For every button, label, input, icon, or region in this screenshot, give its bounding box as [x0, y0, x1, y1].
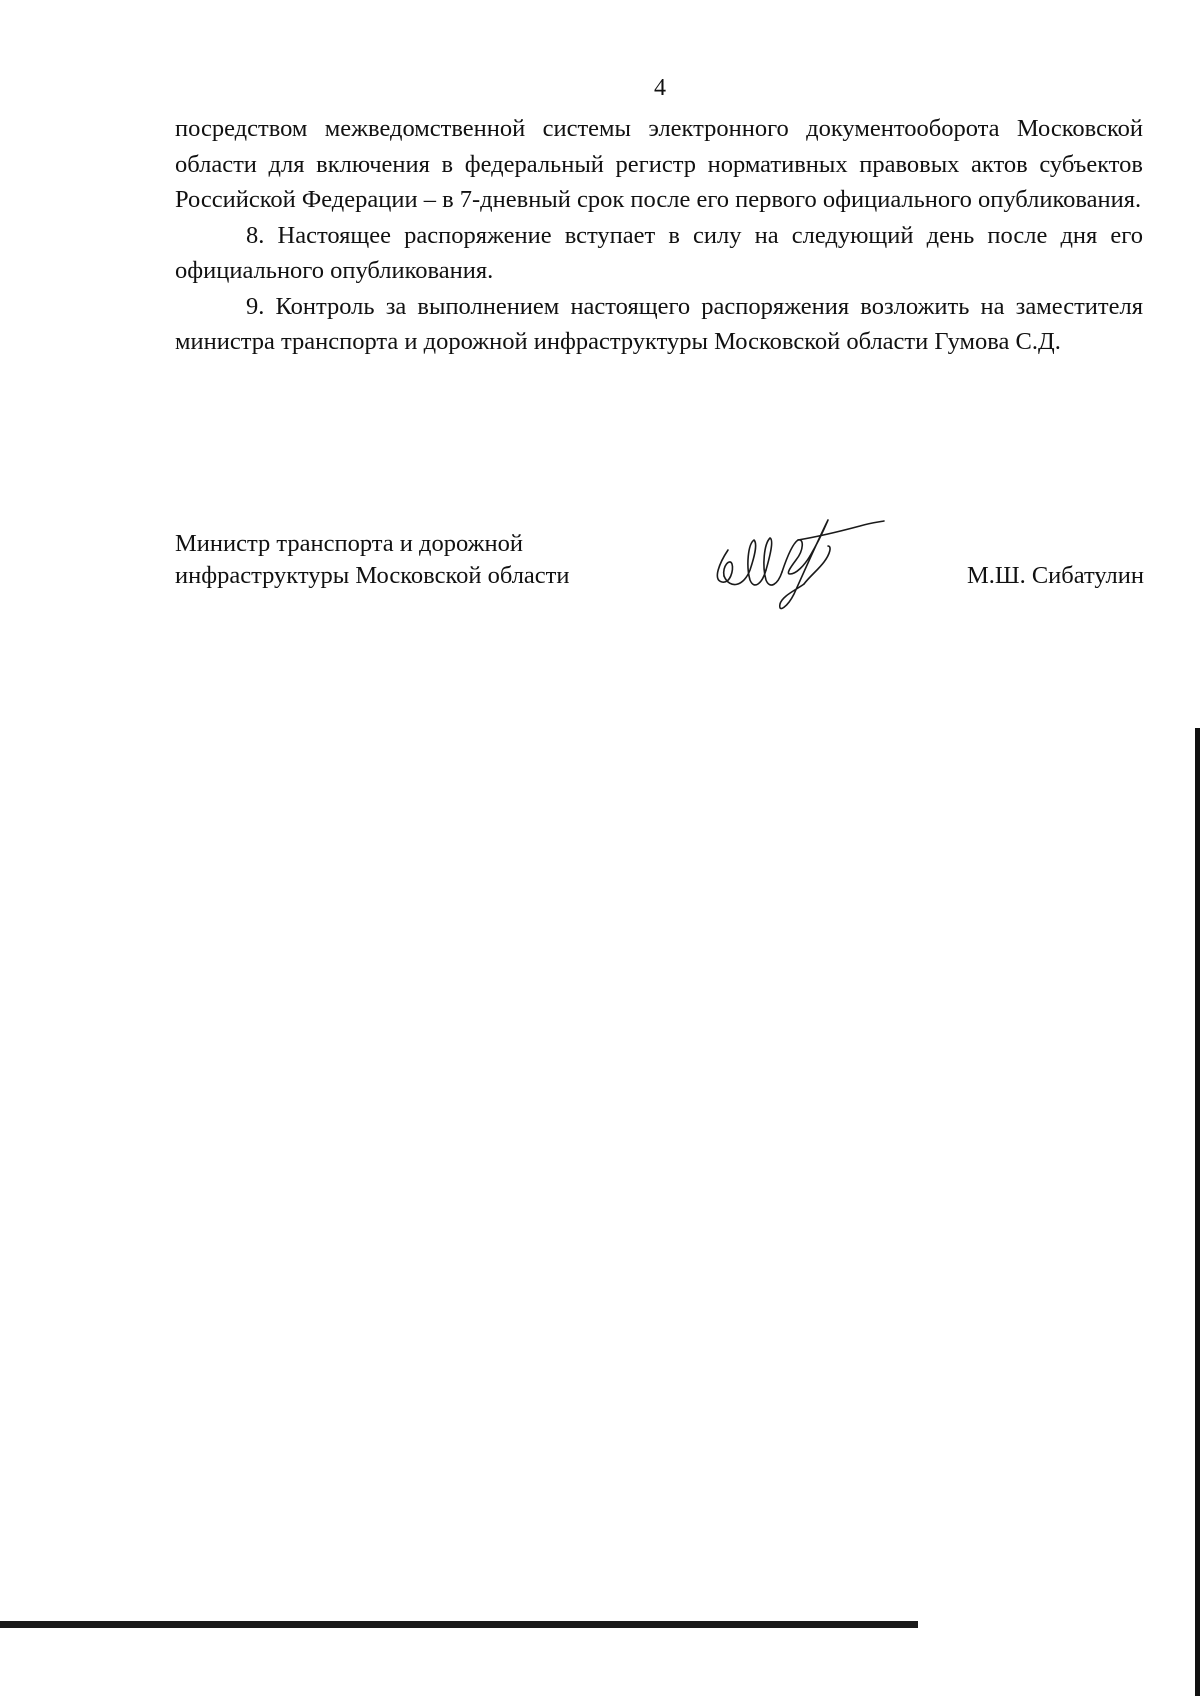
signer-position-line-1: Министр транспорта и дорожной	[175, 530, 524, 557]
signer-name: М.Ш. Сибатулин	[966, 562, 1144, 589]
signer-position-line-2: инфраструктуры Московской области	[175, 562, 570, 589]
page-number: 4	[654, 75, 666, 101]
paragraph-continuation: посредством межведомственной системы электронного документооборота Московской области для включения в федеральный регистр нормативных правовых актов субъектов Российской Федерации – в 7-дневный срок после его первого официального опубликования.	[175, 115, 1143, 213]
scan-edge-shadow	[1195, 728, 1200, 1696]
handwritten-signature	[700, 510, 890, 620]
paragraph-item-9: 9. Контроль за выполнением настоящего распоряжения возложить на заместителя министра транспорта и дорожной инфраструктуры Московской области Гумова С.Д.	[175, 292, 1143, 355]
document-body	[175, 111, 1143, 360]
scan-bottom-edge	[0, 1621, 918, 1628]
paragraph-item-8: 8. Настоящее распоряжение вступает в силу на следующий день после дня его официального опубликования.	[175, 221, 1143, 284]
signer-position	[175, 528, 570, 592]
